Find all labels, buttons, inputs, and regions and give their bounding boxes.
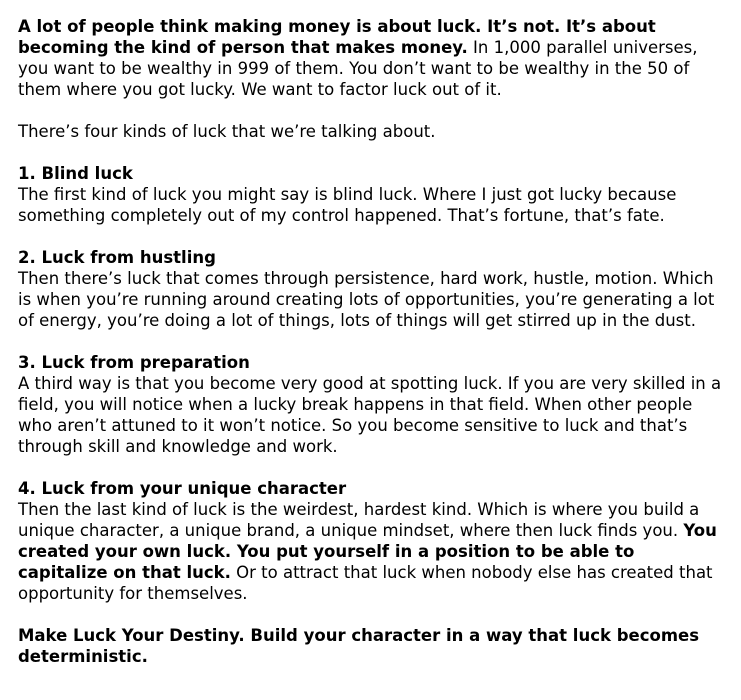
section-body: A third way is that you become very good at spotting luck. If you are very skilled in a field, you will notice when a lucky break happens in that field. When other people who aren’t attuned to it won’t notice. So you become sensitive to luck and that’s through skill and knowledge and work. — [18, 374, 722, 456]
section-body-tail: Or to attract that luck when nobody else has created that opportunity for themselves. — [18, 563, 713, 603]
section-heading: 4. Luck from your unique character — [18, 479, 347, 498]
section-blind-luck — [18, 163, 723, 226]
conclusion-bold: Make Luck Your Destiny. Build your character in a way that luck becomes deterministic. — [18, 626, 700, 666]
section-luck-from-hustling — [18, 247, 723, 331]
intro-text: In 1,000 parallel universes, you want to be wealthy in 999 of them. You don’t want to be wealthy in the 50 of them where you got lucky. We want to factor luck out of it. — [18, 38, 698, 99]
section-luck-from-unique-character — [18, 478, 723, 604]
section-heading: 2. Luck from hustling — [18, 248, 216, 267]
conclusion-paragraph — [18, 625, 723, 667]
intro-paragraph — [18, 16, 723, 100]
section-body: Then the last kind of luck is the weirdest, hardest kind. Which is where you build a unique character, a unique brand, a unique mindset, where then luck finds you. — [18, 500, 700, 540]
section-luck-from-preparation — [18, 352, 723, 457]
section-bold-statement: You created your own luck. You put yourself in a position to be able to capitalize on that luck. — [18, 521, 717, 582]
kinds-intro-paragraph: There’s four kinds of luck that we’re talking about. — [18, 122, 436, 141]
section-heading: 3. Luck from preparation — [18, 353, 250, 372]
intro-bold-statement: A lot of people think making money is about luck. It’s not. It’s about becoming the kind of person that makes money. — [18, 17, 656, 57]
section-body: Then there’s luck that comes through persistence, hard work, hustle, motion. Which is when you’re running around creating lots of opportunities, you’re generating a lot of energy, you’re doing a lot of things, lots of things will get stirred up in the dust. — [18, 269, 715, 330]
section-heading: 1. Blind luck — [18, 164, 133, 183]
section-body: The first kind of luck you might say is blind luck. Where I just got lucky because something completely out of my control happened. That’s fortune, that’s fate. — [18, 185, 677, 225]
